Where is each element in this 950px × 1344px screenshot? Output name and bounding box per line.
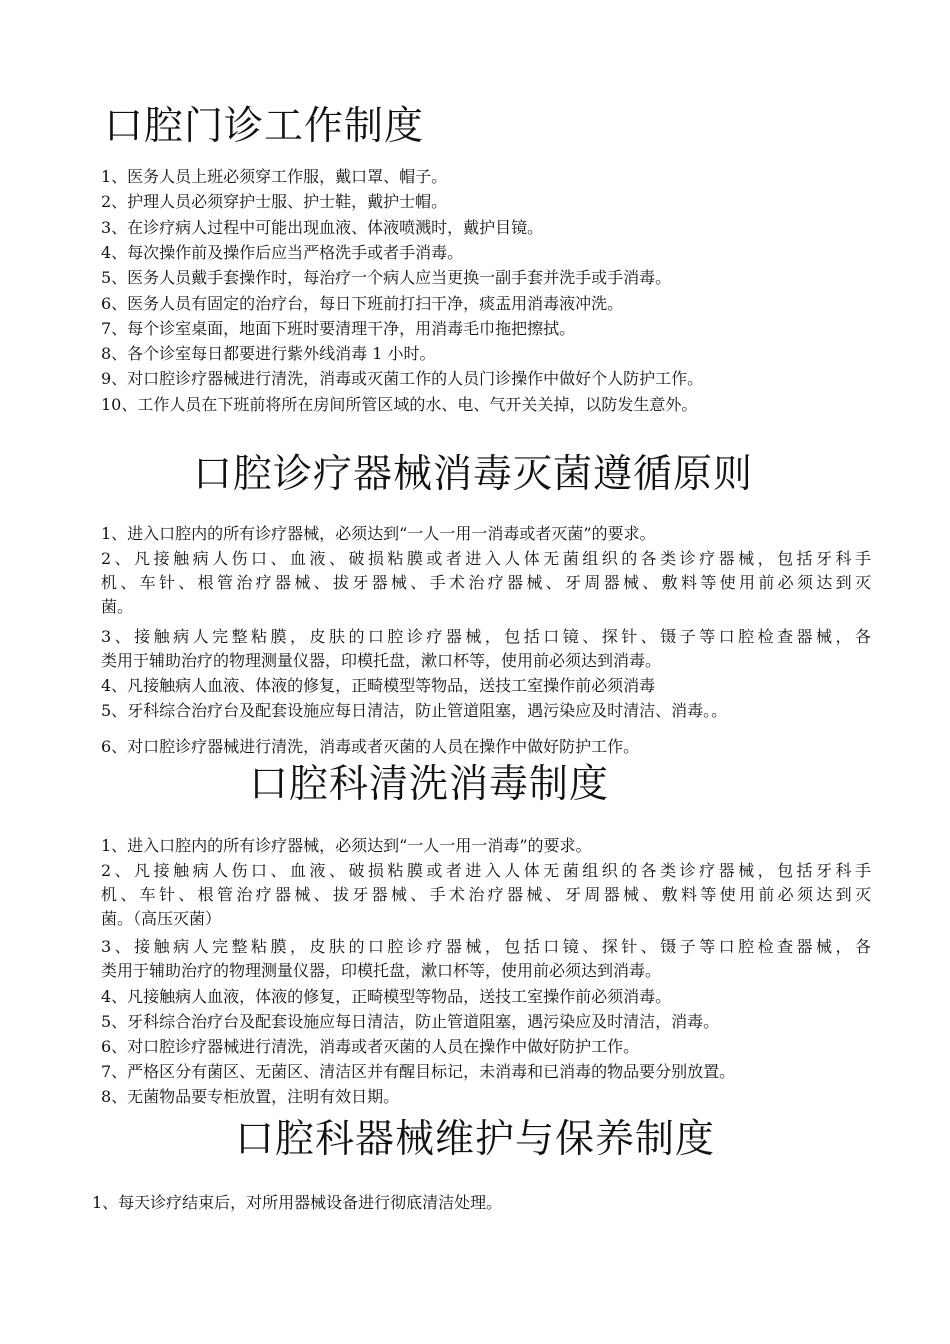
section-3-item-3: 3、接触病人完整粘膜，皮肤的口腔诊疗器械，包括口镜、探针、镊子等口腔检查器械，各 类用于辅助治疗的物理测量仪器，印模托盘，漱口杯等，使用前必须达到消毒。 [101,937,871,980]
section-4-title: 口腔科器械维护与保养制度 [235,1117,716,1162]
section-3-item-5: 5、牙科综合治疗台及配套设施应每日清洁，防止管道阻塞，遇污染应及时清洁，消毒。 [101,1012,720,1031]
section-1-item-2: 2、护理人员必须穿护士服、护士鞋，戴护士帽。 [101,192,448,211]
section-3-title: 口腔科清洗消毒制度 [249,762,610,807]
section-1-item-5: 5、医务人员戴手套操作时，每治疗一个病人应当更换一副手套并洗手或手消毒。 [101,268,672,287]
section-2-item-2: 2、凡接触病人伤口、血液、破损粘膜或者进入人体无菌组织的各类诊疗器械，包括牙科手 机、车针、根管治疗器械、拔牙器械、手术治疗器械、牙周器械、敷料等使用前必须达到灭 菌。 [101,549,871,616]
section-2-item-1: 1、进入口腔内的所有诊疗器械，必须达到“一人一用一消毒或者灭菌”的要求。 [101,524,656,543]
section-2-item-5: 5、牙科综合治疗台及配套设施应每日清洁，防止管道阻塞，遇污染应及时清洁、消毒。。 [101,701,728,720]
section-1-item-1: 1、医务人员上班必须穿工作服，戴口罩、帽子。 [101,167,448,186]
section-1-item-10: 10、工作人员在下班前将所在房间所管区域的水、电、气开关关掉，以防发生意外。 [101,395,698,414]
section-1-item-8: 8、各个诊室每日都要进行紫外线消毒 1 小时。 [101,344,436,363]
section-2-item-4: 4、凡接触病人血液、体液的修复，正畸模型等物品，送技工室操作前必须消毒 [101,676,656,695]
section-2-item-6: 6、对口腔诊疗器械进行清洗，消毒或者灭菌的人员在操作中做好防护工作。 [101,737,640,756]
section-3-item-8: 8、无菌物品要专柜放置，注明有效日期。 [101,1087,400,1106]
section-3-item-1: 1、进入口腔内的所有诊疗器械，必须达到“一人一用一消毒”的要求。 [101,836,592,855]
section-4-item-1: 1、每天诊疗结束后，对所用器械设备进行彻底清洁处理。 [92,1193,503,1212]
section-1-item-6: 6、医务人员有固定的治疗台，每日下班前打扫干净，痰盂用消毒液冲洗。 [101,294,624,313]
section-1-title: 口腔门诊工作制度 [104,104,425,149]
section-2-title: 口腔诊疗器械消毒灭菌遵循原则 [193,452,754,497]
section-1-item-7: 7、每个诊室桌面，地面下班时要清理干净，用消毒毛巾拖把擦拭。 [101,319,576,338]
section-3-item-6: 6、对口腔诊疗器械进行清洗，消毒或者灭菌的人员在操作中做好防护工作。 [101,1037,640,1056]
section-1-item-9: 9、对口腔诊疗器械进行清洗，消毒或灭菌工作的人员门诊操作中做好个人防护工作。 [101,369,704,388]
section-1-item-3: 3、在诊疗病人过程中可能出现血液、体液喷溅时，戴护目镜。 [101,218,544,237]
section-3-item-2: 2、凡接触病人伤口、血液、破损粘膜或者进入人体无菌组织的各类诊疗器械，包括牙科手 机、车针、根管治疗器械、拔牙器械、手术治疗器械、牙周器械、敷料等使用前必须达到灭 菌。（高压灭菌） [101,861,871,928]
section-3-item-4: 4、凡接触病人血液，体液的修复，正畸模型等物品，送技工室操作前必须消毒。 [101,987,672,1006]
section-2-item-3: 3、接触病人完整粘膜，皮肤的口腔诊疗器械，包括口镜、探针、镊子等口腔检查器械，各 类用于辅助治疗的物理测量仪器，印模托盘，漱口杯等，使用前必须达到消毒。 [101,627,871,670]
section-3-item-7: 7、严格区分有菌区、无菌区、清洁区并有醒目标记，未消毒和已消毒的物品要分别放置。 [101,1062,736,1081]
section-1-item-4: 4、每次操作前及操作后应当严格洗手或者手消毒。 [101,243,464,262]
